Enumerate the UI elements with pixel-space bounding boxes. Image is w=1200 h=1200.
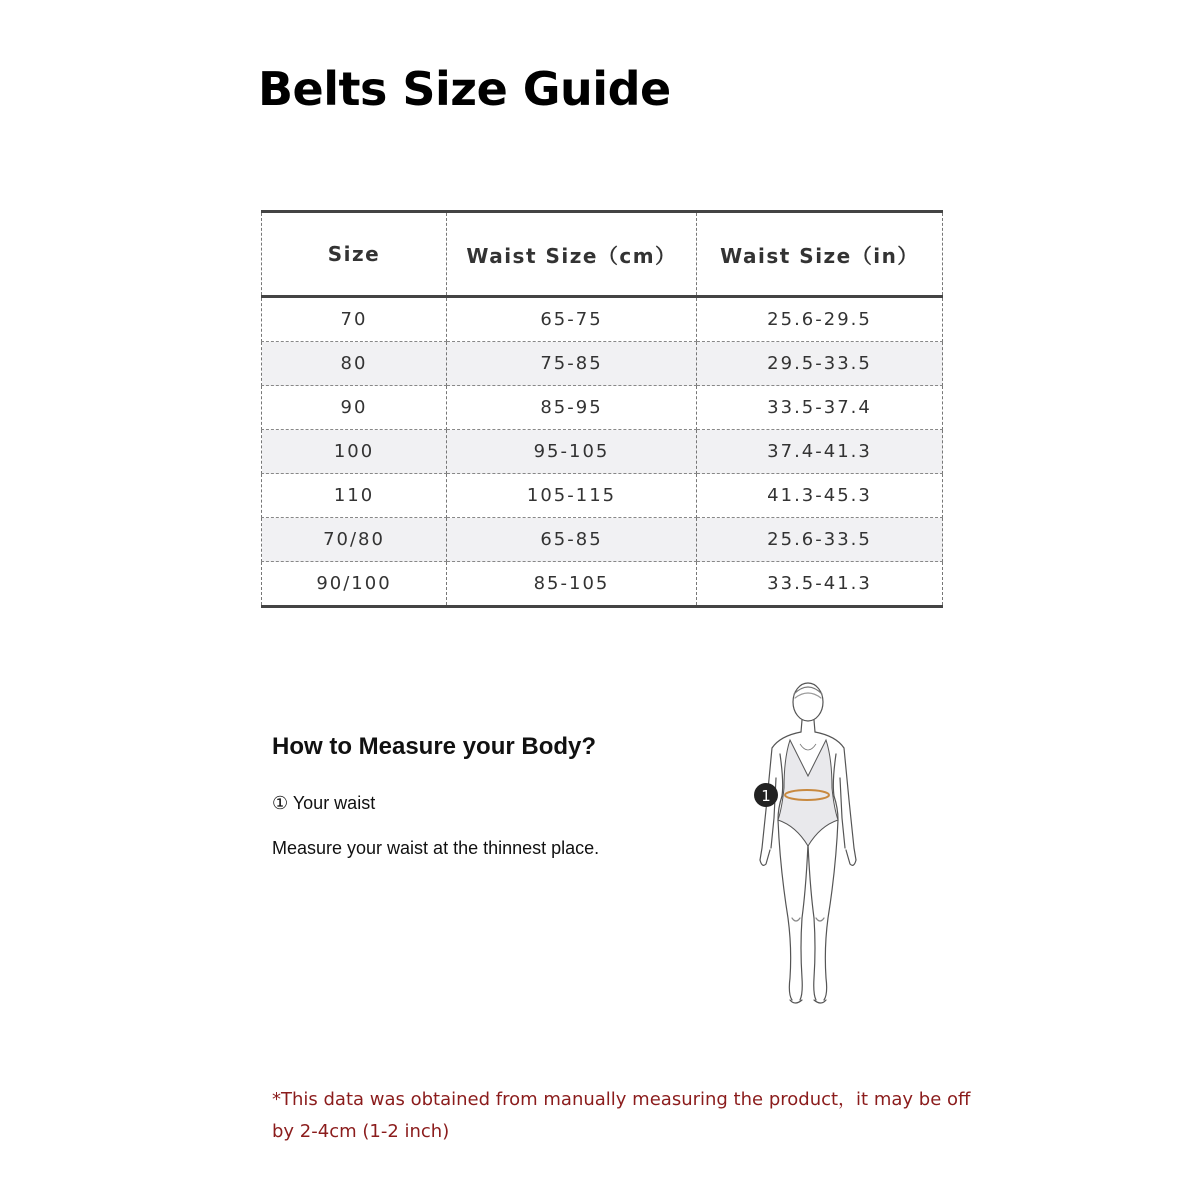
- cell-waist-cm: 95-105: [447, 430, 697, 474]
- measure-heading: How to Measure your Body?: [272, 733, 597, 760]
- step-marker-label: 1: [761, 787, 771, 805]
- cell-waist-in: 25.6-29.5: [697, 297, 943, 342]
- cell-size: 110: [262, 474, 447, 518]
- cell-size: 70: [262, 297, 447, 342]
- table-row: [262, 297, 943, 342]
- table-row: [262, 474, 943, 518]
- cell-waist-cm: 85-95: [447, 386, 697, 430]
- cell-size: 90: [262, 386, 447, 430]
- cell-size: 70/80: [262, 518, 447, 562]
- cell-size: 90/100: [262, 562, 447, 607]
- page-title: Belts Size Guide: [258, 62, 671, 116]
- step-marker-icon: [754, 783, 778, 807]
- cell-waist-cm: 65-85: [447, 518, 697, 562]
- cell-waist-in: 25.6-33.5: [697, 518, 943, 562]
- measure-step-waist: ① Your waist: [272, 793, 376, 813]
- disclaimer-note: *This data was obtained from manually measuring the product，it may be off by 2-4cm (1-2 inch): [272, 1089, 971, 1142]
- measure-description: Measure your waist at the thinnest place.: [272, 838, 600, 858]
- cell-waist-cm: 85-105: [447, 562, 697, 607]
- body-figure-icon: [740, 678, 870, 1008]
- cell-waist-cm: 75-85: [447, 342, 697, 386]
- table-header-row: [262, 212, 943, 297]
- cell-waist-cm: 105-115: [447, 474, 697, 518]
- cell-waist-cm: 65-75: [447, 297, 697, 342]
- header-waist-cm: Waist Size（cm）: [447, 212, 697, 297]
- cell-size: 80: [262, 342, 447, 386]
- table-row: [262, 386, 943, 430]
- header-waist-in: Waist Size（in）: [697, 212, 943, 297]
- table-row: [262, 342, 943, 386]
- table-row: [262, 518, 943, 562]
- cell-waist-in: 37.4-41.3: [697, 430, 943, 474]
- cell-waist-in: 41.3-45.3: [697, 474, 943, 518]
- table-row: [262, 562, 943, 607]
- table-row: [262, 430, 943, 474]
- cell-waist-in: 29.5-33.5: [697, 342, 943, 386]
- cell-waist-in: 33.5-41.3: [697, 562, 943, 607]
- size-table: [261, 210, 943, 608]
- cell-size: 100: [262, 430, 447, 474]
- cell-waist-in: 33.5-37.4: [697, 386, 943, 430]
- header-size: Size: [262, 212, 447, 297]
